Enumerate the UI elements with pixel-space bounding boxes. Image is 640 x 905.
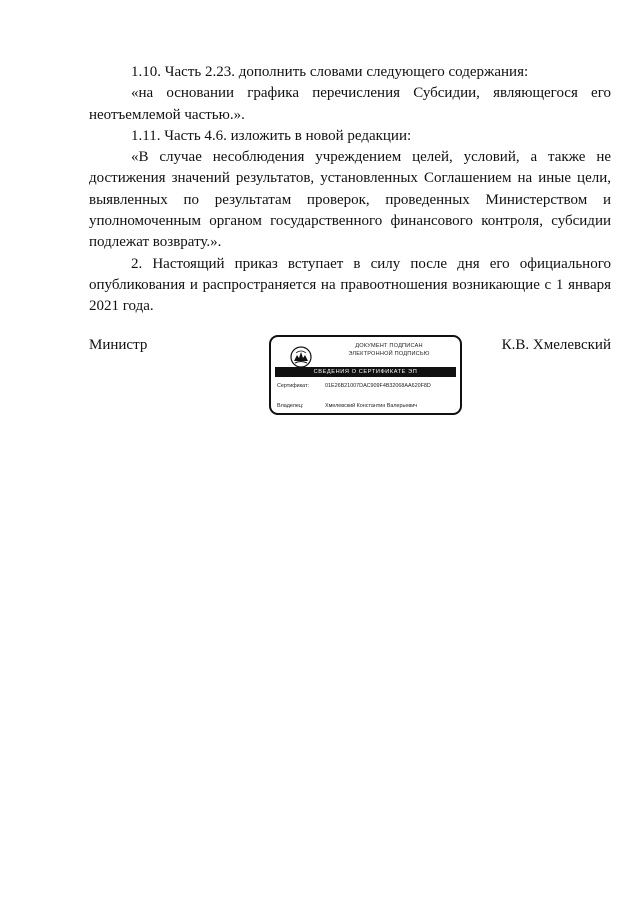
- certificate-label: Сертификат:: [277, 383, 310, 389]
- stamp-heading-line-1: ДОКУМЕНТ ПОДПИСАН: [355, 343, 423, 349]
- coat-of-arms-icon: [290, 346, 312, 368]
- stamp-heading: [329, 342, 449, 358]
- stamp-heading-line-2: ЭЛЕКТРОННОЙ ПОДПИСЬЮ: [348, 351, 430, 357]
- certificate-value: 01E26B21007DAC909F4B32068AA620F8D: [325, 383, 431, 389]
- signature-block: [89, 335, 611, 425]
- stamp-certificate-header: СВЕДЕНИЯ О СЕРТИФИКАТЕ ЭП: [275, 367, 456, 377]
- paragraph-1-10-quote: «на основании графика перечисления Субсидии, являющегося его неотъемлемой частью.».: [89, 85, 611, 123]
- order-text: [89, 62, 611, 318]
- paragraph-1-11-quote: «В случае несоблюдения учреждением целей, условий, а также не достижения значений результатов, установленных Соглашением на иные цели, выявленных по результатам проверок, проведенных Министерством и уполномоченным органом государственного финансового контроля, субсидии подлежат возврату.».: [89, 149, 611, 251]
- paragraph-2: 2. Настоящий приказ вступает в силу после дня его официального опубликования и распространяется на правоотношения возникающие с 1 января 2021 года.: [89, 255, 611, 315]
- paragraph-1-10: 1.10. Часть 2.23. дополнить словами следующего содержания:: [131, 64, 529, 80]
- owner-value: Хмелевский Константин Валерьевич: [325, 403, 418, 409]
- electronic-signature-stamp: [269, 335, 462, 415]
- owner-label: Владелец:: [277, 403, 304, 409]
- paragraph-1-11: 1.11. Часть 4.6. изложить в новой редакции:: [131, 127, 412, 144]
- stamp-certificate-row: [277, 383, 431, 389]
- signer-title: Министр: [89, 337, 148, 353]
- stamp-owner-row: [277, 403, 417, 409]
- signer-name: К.В. Хмелевский: [501, 337, 611, 353]
